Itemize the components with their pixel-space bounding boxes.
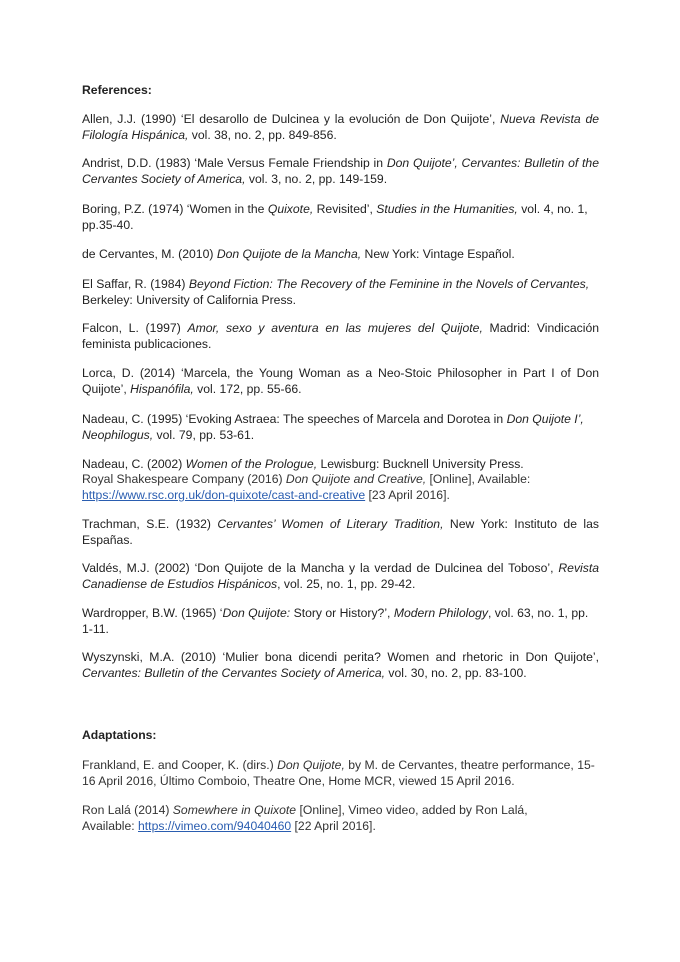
ref-text: Boring, P.Z. (1974) ‘Women in the (82, 202, 268, 216)
ref-text: by M. de Cervantes, theatre performance, 15-16 April 2016, Último Comboio, Theatre One, Home MCR, viewed 15 April 2016. (82, 758, 595, 788)
ref-title: Don Quijote and Creative, (285, 472, 427, 486)
ref-title: Quixote, (267, 202, 314, 216)
ref-text: vol. 38, no. 2, pp. 849-856. (188, 128, 337, 142)
ref-text: de Cervantes, M. (2010) (82, 247, 217, 261)
ref-text: Berkeley: University of California Press. (82, 293, 297, 307)
ref-text: , vol. 63, no. 1, pp. 1-11. (82, 606, 589, 636)
ref-text: vol. 4, no. 1, pp.35-40. (82, 202, 588, 232)
reference-entry (82, 411, 592, 443)
ref-text: Falcon, L. (1997) (82, 321, 188, 335)
ref-text: Trachman, S.E. (1932) (82, 517, 218, 531)
adaptation-entry (82, 802, 552, 834)
ref-title: Revista Canadiense de Estudios Hispánicos (82, 561, 599, 591)
ref-text: , vol. 25, no. 1, pp. 29-42. (277, 577, 416, 591)
adaptations-heading: Adaptations: (82, 728, 157, 742)
reference-entry (82, 560, 599, 592)
ref-text: Madrid: Vindicación feminista publicaciones. (82, 321, 599, 351)
ref-text: Wardropper, B.W. (1965) ‘ (82, 606, 223, 620)
reference-entry (82, 471, 552, 503)
ref-title: Don Quijote I’, Neophilogus, (82, 412, 584, 442)
ref-title: Nueva Revista de Filología Hispánica, (82, 112, 599, 142)
reference-entry (82, 605, 599, 637)
ref-text: Ron Lalá (2014) (82, 803, 173, 817)
ref-text: Wyszynski, M.A. (2010) ‘Mulier bona dicendi perita? Women and rhetoric in Don Quijote’, (82, 650, 599, 664)
ref-text: Story or History?’, (290, 606, 394, 620)
ref-text: [Online], Vimeo video, added by Ron Lalá, Available: (82, 803, 528, 833)
ref-title: Don Quijote’, Cervantes: Bulletin of the Cervantes Society of America, (82, 156, 599, 186)
ref-text: vol. 3, no. 2, pp. 149-159. (245, 172, 388, 186)
reference-entry (82, 201, 599, 233)
ref-text: Allen, J.J. (1990) ‘El desarollo de Dulcinea y la evolución de Don Quijote’, (82, 112, 501, 126)
ref-title: Studies in the Humanities, (376, 202, 518, 216)
reference-entry (82, 246, 599, 262)
ref-text: Nadeau, C. (2002) (82, 457, 186, 471)
ref-text: El Saffar, R. (1984) (82, 277, 189, 291)
ref-text: vol. 30, no. 2, pp. 83-100. (385, 666, 527, 680)
references-heading: References: (82, 83, 152, 97)
ref-title: Don Quijote: (222, 606, 291, 620)
reference-entry (82, 365, 599, 397)
ref-text: Andrist, D.D. (1983) ‘Male Versus Female Friendship in (82, 156, 387, 170)
ref-text: Revisited’, (313, 202, 377, 216)
ref-text: New York: Instituto de las Españas. (82, 517, 600, 547)
reference-entry (82, 516, 599, 548)
ref-text: Royal Shakespeare Company (2016) (82, 472, 286, 486)
ref-title: Amor, sexo y aventura en las mujeres del Quijote, (187, 321, 483, 335)
ref-text: vol. 172, pp. 55-66. (193, 382, 302, 396)
ref-text: New York: Vintage Español. (361, 247, 515, 261)
reference-entry (82, 276, 599, 308)
ref-title: Cervantes’ Women of Literary Tradition, (217, 517, 444, 531)
ref-text: vol. 79, pp. 53-61. (153, 428, 255, 442)
ref-title: Modern Philology (393, 606, 488, 620)
ref-text: Valdés, M.J. (2002) ‘Don Quijote de la Mancha y la verdad de Dulcinea del Toboso’, (82, 561, 559, 575)
reference-entry (82, 456, 599, 472)
ref-text: [22 April 2016]. (291, 819, 376, 833)
ref-title: Somewhere in Quixote (172, 803, 297, 817)
reference-entry (82, 320, 599, 352)
reference-entry (82, 649, 599, 681)
ref-title: Women of the Prologue, (185, 457, 318, 471)
ref-text: Lewisburg: Bucknell University Press. (317, 457, 524, 471)
ref-text: [Online], Available: (426, 472, 531, 486)
reference-entry (82, 111, 599, 143)
ref-title: Don Quijote, (277, 758, 345, 772)
ref-text: Nadeau, C. (1995) ‘Evoking Astraea: The speeches of Marcela and Dorotea in (82, 412, 507, 426)
ref-title: Hispanófila, (130, 382, 194, 396)
reference-entry (82, 155, 599, 187)
ref-text: Frankland, E. and Cooper, K. (dirs.) (82, 758, 278, 772)
ref-title: Beyond Fiction: The Recovery of the Feminine in the Novels of Cervantes, (188, 277, 590, 291)
rsc-link[interactable]: https://www.rsc.org.uk/don-quixote/cast-and-creative (82, 488, 366, 502)
ref-text: Lorca, D. (2014) ‘Marcela, the Young Woman as a Neo-Stoic Philosopher in Part I of Don Quijote’, (82, 366, 599, 396)
ref-title: Cervantes: Bulletin of the Cervantes Society of America, (82, 666, 386, 680)
ref-text: [23 April 2016]. (365, 488, 450, 502)
ref-title: Don Quijote de la Mancha, (216, 247, 362, 261)
adaptation-entry (82, 757, 597, 789)
vimeo-link[interactable]: https://vimeo.com/94040460 (138, 819, 292, 833)
